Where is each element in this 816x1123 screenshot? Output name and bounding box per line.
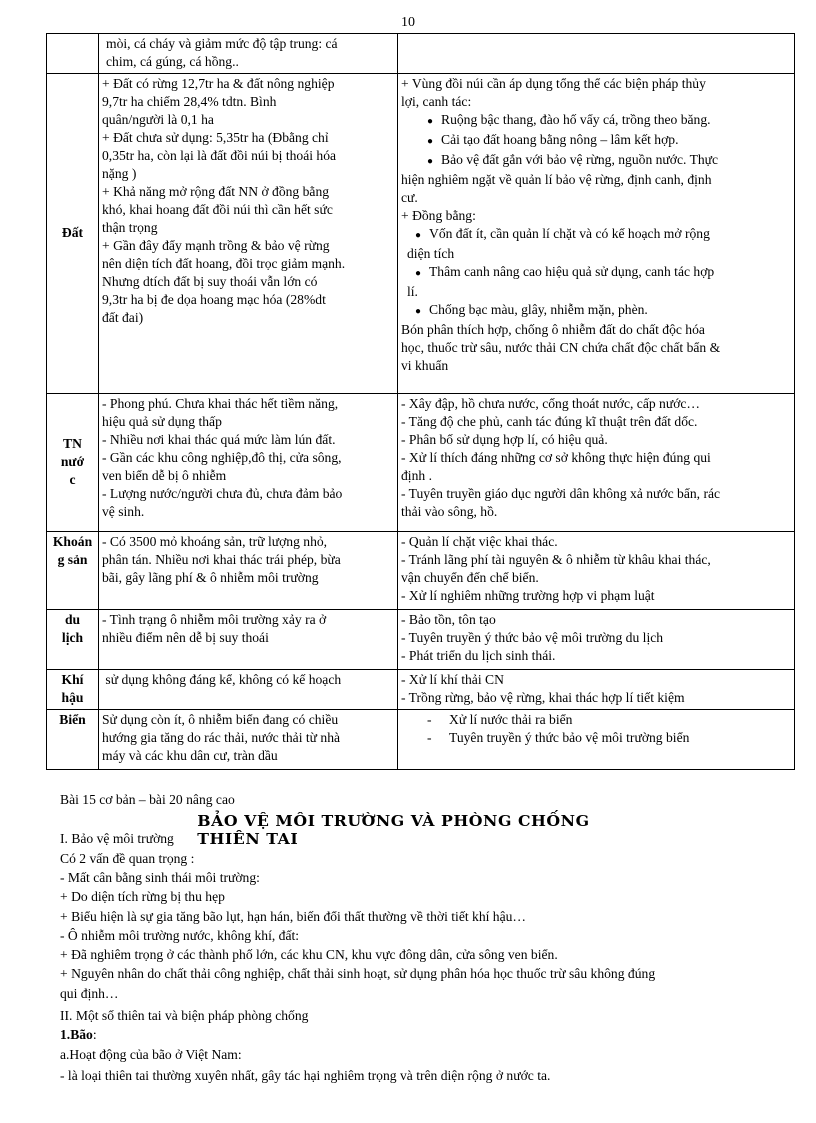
body-line: qui định… [60,985,119,1001]
cell-line: 0,35tr ha, còn lại là đất đồi núi bị thoái hóa [102,148,337,163]
solution-cell [398,34,795,74]
status-cell [99,74,398,394]
section-2-line: - là loại thiên tai thường xuyên nhất, gây tác hại nghiêm trọng và trên diện rộng ở nước ta. [60,1068,551,1083]
cell-line: định . [401,468,432,483]
cell-line: - Tăng độ che phủ, canh tác đúng kĩ thuật trên đất dốc. [401,414,698,429]
solution-cell [398,394,795,532]
cell-line: 9,3tr ha bị đe dọa hoang mạc hóa (28%dt [102,292,326,307]
cell-line: nên diện tích đất hoang, đồi trọc giảm mạnh. [102,256,346,271]
cell-line: vi khuẩn [401,358,449,373]
row-label: Đất [47,74,99,394]
cell-line: - Quản lí chặt việc khai thác. [401,534,558,549]
status-cell [99,532,398,610]
row-label-line: c [69,472,76,487]
row-label [47,670,99,710]
cell-line: chim, cá gúng, cá hồng.. [106,54,239,69]
status-cell [99,394,398,532]
row-label [47,394,99,532]
cell-line: + Đất chưa sử dụng: 5,35tr ha (Đbằng chỉ [102,130,329,145]
page-number: 10 [401,15,415,30]
section-1-body [60,868,780,1003]
solution-cell [398,532,795,610]
body-line: + Biểu hiện là sự gia tăng bão lụt, hạn hán, biến đổi thất thường về thời tiết khí hậu… [60,908,527,924]
solution-cell [398,670,795,710]
section-2-subtitle-colon: : [92,1027,97,1042]
cell-line: - Phong phú. Chưa khai thác hết tiềm năng, [102,396,339,411]
cell-line: - Phát triển du lịch sinh thái. [401,648,556,663]
solution-cell [398,610,795,670]
solution-cell [398,74,795,394]
body-line: + Do diện tích rừng bị thu hẹp [60,889,225,905]
bullet-item: ● Chống bạc màu, glây, nhiễm mặn, phèn. [401,301,791,321]
row-label [47,610,99,670]
cell-line: - Nhiều nơi khai thác quá mức làm lún đất. [102,432,336,447]
body-line: + Đã nghiêm trọng ở các thành phố lớn, các khu CN, khu vực đông dân, cửa sông ven biển. [60,947,558,963]
cell-line: - Lượng nước/người chưa đủ, chưa đảm bảo [102,486,343,501]
cell-line: - Tránh lãng phí tài nguyên & ô nhiễm từ khâu khai thác, [401,552,711,567]
cell-line: Sử dụng còn ít, ô nhiễm biển đang có chiều [102,712,339,727]
cell-line: vệ sinh. [102,504,145,519]
section-2-item: a.Hoạt động của bão ở Việt Nam: [60,1047,242,1062]
dash-item: - Tuyên truyền ý thức bảo vệ môi trường biển [401,729,791,747]
section-2-subtitle [60,1025,760,1044]
row-label-line: Khoán [52,534,93,549]
bullet-item: ● Bảo vệ đất gắn với bảo vệ rừng, nguồn nước. Thực [401,151,791,171]
section-2-title: II. Một số thiên tai và biện pháp phòng chống [60,1008,309,1023]
row-label-line: hậu [61,690,84,705]
cell-line: Bón phân thích hợp, chống ô nhiễm đất do chất độc hóa [401,322,705,337]
cell-line: vận chuyển đến chế biến. [401,570,539,585]
cell-line: + Đất có rừng 12,7tr ha & đất nông nghiệp [102,76,335,91]
bullet-item: ● Ruộng bậc thang, đào hố vẩy cá, trồng theo băng. [401,111,791,131]
cell-line: - Tuyên truyền giáo dục người dân không xả nước bẩn, rác [401,486,721,501]
cell-line: nhiều điểm nên dễ bị suy thoái [102,630,269,645]
section-1-title: I. Bảo vệ môi trường [60,831,174,846]
cell-line: lí. [407,284,418,299]
row-label-line: du [64,612,81,627]
cell-line: khó, khai hoang đất đồi núi thì cần hết sức [102,202,333,217]
cell-line: - Xử lí nghiêm những trường hợp vi phạm luật [401,588,655,603]
body-line: - Mất cân bằng sinh thái môi trường: [60,870,260,885]
row-label-line: TN [63,436,82,451]
cell-line: thận trọng [102,220,158,235]
row-label-line: Khí [61,672,84,687]
cell-line: diện tích [407,246,455,261]
cell-line: cư. [401,190,418,205]
bullet-item: ● Vốn đất ít, cần quản lí chặt và có kế hoạch mở rộng [401,225,791,245]
cell-line: - Phân bố sử dụng hợp lí, có hiệu quả. [401,432,608,447]
cell-line: - Gần các khu công nghiệp,đô thị, cửa sông, [102,450,342,465]
cell-line: - Xử lí thích đáng những cơ sở không thực hiện đúng qui [401,450,711,465]
cell-line: + Khả năng mở rộng đất NN ở đồng bằng [102,184,330,199]
cell-line: lợi, canh tác: [401,94,472,109]
row-label-line: g sản [57,552,88,567]
status-cell [99,610,398,670]
body-line: - Ô nhiễm môi trường nước, không khí, đất: [60,927,300,943]
cell-line: - Tuyên truyền ý thức bảo vệ môi trường du lịch [401,630,664,645]
cell-line: thải vào sông, hồ. [401,504,498,519]
bullet-item: ● Thâm canh nâng cao hiệu quả sử dụng, canh tác hợp [401,263,791,283]
cell-line: 9,7tr ha chiếm 28,4% tdtn. Bình [102,94,277,109]
row-label [47,532,99,610]
row-label-line: lịch [61,630,84,645]
status-cell [99,34,398,74]
cell-line: - Bảo tồn, tôn tạo [401,612,496,627]
status-cell [99,710,398,770]
cell-line: học, thuốc trừ sâu, nước thải CN chứa chất độc chất bẩn & [401,340,721,355]
cell-line: + Gần đây đẩy mạnh trồng & bảo vệ rừng [102,238,330,253]
cell-line: + Vùng đồi núi cần áp dụng tổng thể các biện pháp thủy [401,76,706,91]
row-label [47,34,99,74]
cell-line: sử dụng không đáng kể, không có kế hoạch [102,672,342,687]
table-row [47,710,795,770]
cell-line: máy và các khu dân cư, tràn dầu [102,748,278,763]
cell-line: hiện nghiêm ngặt về quản lí bảo vệ rừng, định canh, định [401,172,712,187]
cell-line: quân/người là 0,1 ha [102,112,214,127]
cell-line: - Trồng rừng, bảo vệ rừng, khai thác hợp lí tiết kiệm [401,690,685,705]
bullet-item: ● Cải tạo đất hoang bằng nông – lâm kết hợp. [401,131,791,151]
solution-cell [398,710,795,770]
cell-line: phân tán. Nhiều nơi khai thác trái phép, bừa [102,552,341,567]
cell-line: + Đồng bằng: [401,208,476,223]
lesson-heading: Bài 15 cơ bản – bài 20 nâng cao [60,792,235,807]
table-row [47,34,795,74]
cell-line: - Xử lí khí thải CN [401,672,504,687]
cell-line: bãi, gây lãng phí & ô nhiễm môi trường [102,570,319,585]
cell-line: - Có 3500 mỏ khoáng sản, trữ lượng nhỏ, [102,534,328,549]
cell-line: - Xây đập, hồ chưa nước, cống thoát nước, cấp nước… [401,396,701,411]
cell-line: nặng ) [102,166,137,181]
decorative-title: BẢO VỆ MÔI TRƯỜNG VÀ PHÒNG CHỐNG THIÊN TAI [197,812,590,848]
cell-line: - Tình trạng ô nhiễm môi trường xảy ra ở [102,612,327,627]
table-row [47,610,795,670]
section-2-subtitle-text: 1.Bão [60,1027,93,1042]
cell-line: đất đai) [102,310,144,325]
table-row [47,394,795,532]
cell-line: Nhưng dtích đất bị suy thoái vẫn lớn có [102,274,318,289]
body-line: + Nguyên nhân do chất thải công nghiệp, chất thải sinh hoạt, sử dụng phân hóa học thuốc trừ sâu không đúng [60,966,656,982]
row-label: Biển [47,710,99,770]
section-1-subtitle: Có 2 vấn đề quan trọng : [60,851,195,866]
row-label-line: nướ [60,454,85,469]
status-cell [99,670,398,710]
dash-item: - Xử lí nước thải ra biển [401,711,791,729]
cell-line: hướng gia tăng do rác thải, nước thải từ nhà [102,730,341,745]
table-row [47,670,795,710]
table-row [47,532,795,610]
table-row [47,74,795,394]
cell-line: mòi, cá cháy và giảm mức độ tập trung: cá [106,36,338,51]
resource-table [46,33,795,770]
cell-line: hiệu quả sử dụng thấp [102,414,222,429]
cell-line: ven biển dễ bị ô nhiễm [102,468,227,483]
